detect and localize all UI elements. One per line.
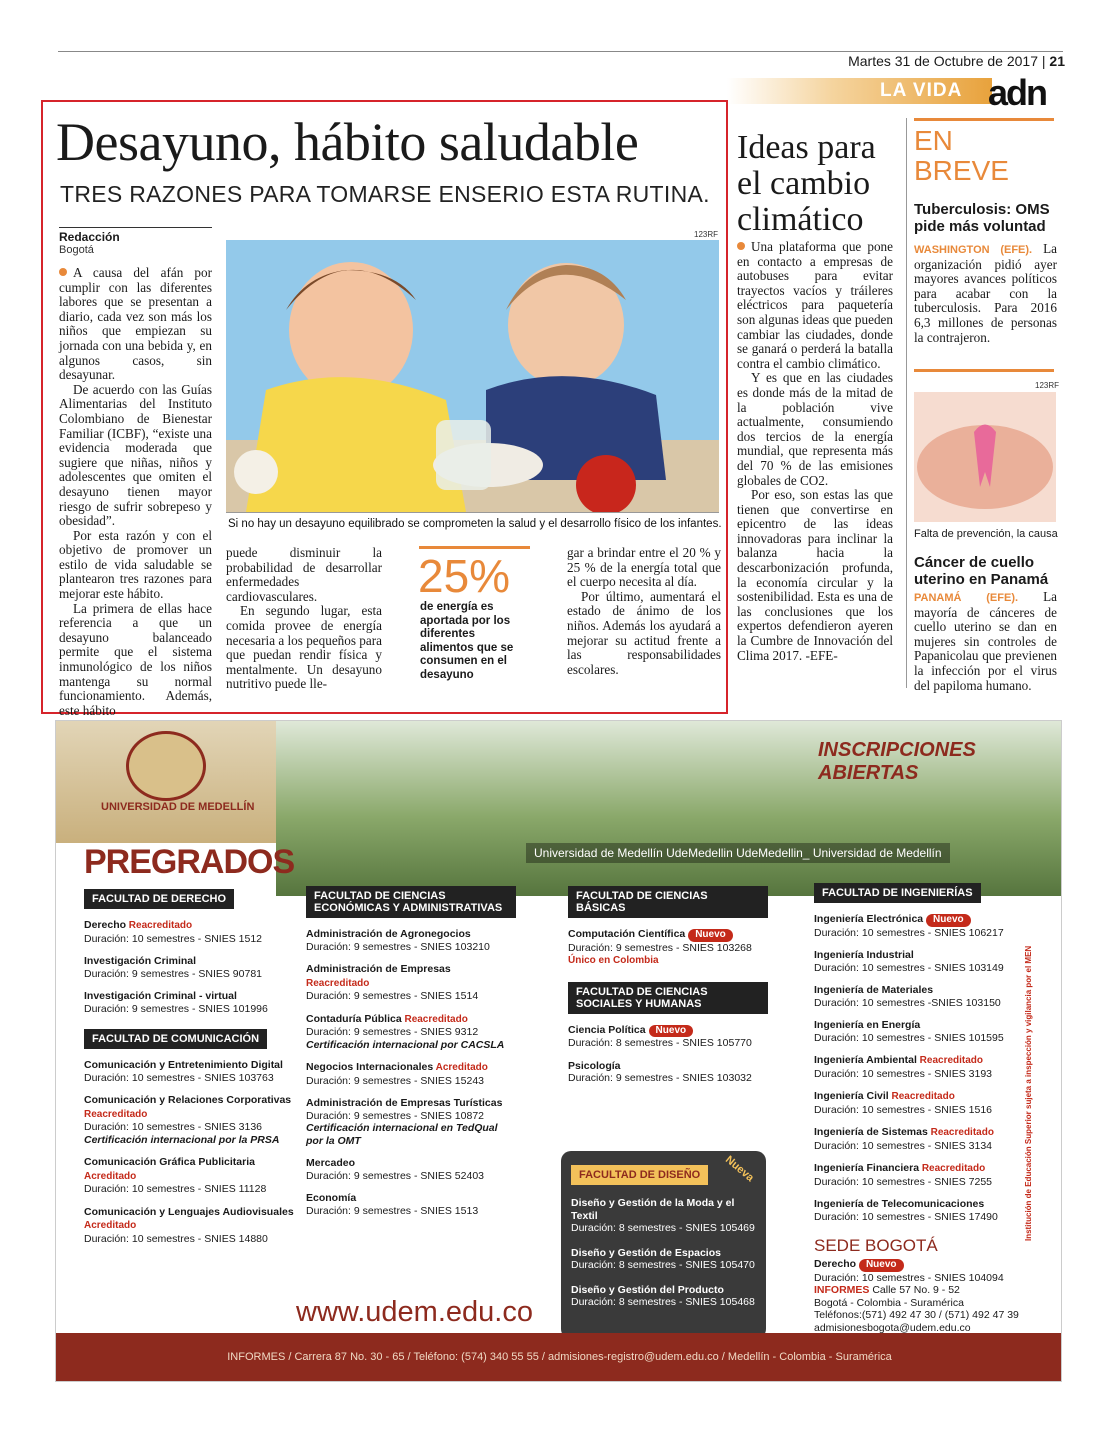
faculty-label: FACULTAD DE CIENCIAS BÁSICAS: [568, 886, 768, 918]
accreditation-badge: Acreditado: [84, 1220, 137, 1231]
program-duration: Duración: 8 semestres - SNIES 105468: [571, 1296, 755, 1308]
program-name: Administración de Empresas Turísticas: [306, 1097, 503, 1109]
children-breakfast-photo: [226, 240, 719, 512]
design-program-list: [571, 1197, 756, 1309]
program-name: Ingeniería de Telecomunicaciones: [814, 1198, 985, 1210]
photo-credit: 123RF: [694, 230, 719, 239]
program-item: [814, 1090, 1044, 1116]
program-name: Ingeniería de Materiales: [814, 984, 934, 996]
university-advertisement: [55, 720, 1062, 1382]
program-item: [814, 1162, 1044, 1188]
bullet-icon: [737, 242, 745, 250]
program-duration: Duración: 9 semestres - SNIES 101996: [84, 1002, 268, 1015]
accreditation-badge: Reacreditado: [126, 920, 193, 931]
program-name: Ingeniería Civil: [814, 1090, 889, 1102]
brief-title-tuberculosis: Tuberculosis: OMS pide más voluntad: [914, 201, 1050, 235]
faculty-label: FACULTAD DE COMUNICACIÓN: [84, 1029, 267, 1049]
article-column-3: gar a brindar entre el 20 % y 25 % de la energía total que el cuerpo necesita al día. Por último, aumentará el estado de ánimo de los niños. Además los ayudará a mejorar su actitud frente a las responsabilidades escolares.: [567, 545, 721, 677]
program-duration: Duración: 9 semestres - SNIES 103268: [568, 941, 752, 954]
climate-headline: Ideas para el cambio climático: [737, 129, 876, 238]
new-badge: Nuevo: [688, 929, 733, 942]
program-item: [84, 1156, 294, 1196]
program-item: [306, 1157, 516, 1182]
brief-photo-caption: Falta de prevención, la causa: [914, 528, 1058, 540]
program-name: Ingeniería en Energía: [814, 1019, 921, 1031]
program-duration: Duración: 9 semestres - SNIES 103032: [568, 1072, 752, 1084]
program-item: [814, 1198, 1044, 1223]
program-name: Comunicación y Relaciones Corporativas: [84, 1094, 292, 1106]
dateline: Martes 31 de Octubre de 2017 | 21: [848, 53, 1065, 69]
faculty-label: FACULTAD DE INGENIERÍAS: [814, 883, 981, 903]
university-seal-icon: [126, 731, 206, 801]
program-duration: Duración: 9 semestres - SNIES 103210: [306, 940, 490, 953]
bogota-campus: SEDE BOGOTÁ Derecho Nuevo Duración: 10 semestres - SNIES 104094 INFORMES Calle 57 No. 9 - 52 Bogotá - Colombia - Suramérica Teléfonos:(571) 492 47 30 / (571) 492 47 39 admisionesbogota@udem.edu.co: [814, 1236, 1044, 1334]
website-link[interactable]: www.udem.edu.co: [296, 1296, 533, 1328]
bogota-program: Derecho: [814, 1258, 857, 1270]
article-column-2: puede disminuir la probabilidad de desarrollar enfermedades cardiovasculares. En segundo lugar, esta comida provee de energía necesaria a los pequeños para que puedan rendir física y mentalmente. Un desayuno nutritivo puede lle-: [226, 545, 382, 692]
accreditation-badge: Reacreditado: [927, 1127, 994, 1138]
program-duration: Duración: 10 semestres - SNIES 3136: [84, 1121, 262, 1133]
program-duration: Duración: 9 semestres - SNIES 52403: [306, 1169, 484, 1182]
program-name: Diseño y Gestión de Espacios: [571, 1246, 721, 1259]
vertical-note: Institución de Educación Superior sujeta a inspección y vigilancia por el MEN: [1024, 945, 1033, 1241]
ad-column-3: [568, 886, 768, 1085]
program-item: [568, 928, 768, 968]
program-duration: Duración: 10 semestres - SNIES 103149: [814, 961, 1004, 974]
accreditation-badge: Reacreditado: [888, 1091, 955, 1102]
program-item: [84, 1094, 294, 1146]
university-name: UNIVERSIDAD DE MEDELLÍN: [101, 801, 255, 813]
faculty-label: FACULTAD DE DERECHO: [84, 889, 234, 909]
brief-rule-2: [914, 369, 1054, 372]
design-faculty-label: FACULTAD DE DISEÑO: [571, 1165, 708, 1185]
brief-title-cancer: Cáncer de cuello uterino en Panamá: [914, 554, 1049, 588]
program-name: Negocios Internacionales: [306, 1061, 434, 1073]
new-badge: Nuevo: [926, 914, 971, 927]
program-name: Comunicación y Lenguajes Audiovisuales: [84, 1205, 294, 1218]
program-name: Administración de Empresas: [306, 963, 451, 975]
accreditation-badge: Reacreditado: [919, 1163, 986, 1174]
program-duration: Duración: 10 semestres - SNIES 103763: [84, 1071, 274, 1084]
place: Bogotá: [59, 244, 94, 256]
program-duration: Duración: 9 semestres - SNIES 9312: [306, 1026, 479, 1038]
section-label: LA VIDA: [880, 80, 963, 101]
headline: Desayuno, hábito saludable: [56, 112, 639, 172]
program-name: Investigación Criminal - virtual: [84, 990, 237, 1002]
program-item: [814, 949, 1044, 974]
new-badge: Nuevo: [859, 1259, 904, 1272]
program-duration: Duración: 9 semestres - SNIES 15243: [306, 1074, 484, 1087]
subhead: TRES RAZONES PARA TOMARSE ENSERIO ESTA RUTINA.: [60, 181, 710, 207]
brief-rule: [914, 118, 1054, 121]
program-item: [84, 990, 294, 1015]
climate-article: Una plataforma que pone en contacto a empresas de autobuses para evitar trayectos vacíos y tráileres eléctricos para paquetería son algunas ideas que pueden cambiar las ciudades, donde se ganará o perderá la batalla contra el cambio climático. Y es que en las ciudades es donde más de la mitad de la población vive actualmente, consumiendo dos tercios de la energía mundial, que representa más del 70 % de las emisiones globales de CO2. Por eso, son estas las que tienen que convertirse en epicentro de las ideas innovadoras para inclinar la balanza hacia la descarbonización profunda, la economía circular y la sostenibilidad. Esta es una de las conclusiones que los expertos defendieron ayeren la Cumbre de Innovación del Clima 2017. -EFE-: [737, 239, 894, 663]
program-name: Mercadeo: [306, 1157, 356, 1169]
new-badge: Nuevo: [649, 1025, 694, 1038]
accreditation-badge: Reacreditado: [401, 1013, 468, 1025]
design-program-item: [571, 1284, 756, 1309]
faculty-label: FACULTAD DE CIENCIAS SOCIALES Y HUMANAS: [568, 982, 768, 1014]
brief-photo-credit: 123RF: [1035, 381, 1060, 390]
program-item: [306, 1192, 516, 1217]
bogota-email[interactable]: admisionesbogota@udem.edu.co: [814, 1321, 971, 1334]
program-item: [84, 955, 294, 980]
program-duration: Duración: 8 semestres - SNIES 105770: [568, 1037, 752, 1049]
certification-note: Certificación internacional por la PRSA: [84, 1133, 280, 1146]
brief-text-tuberculosis: WASHINGTON (EFE). La organización pidió ayer mayores avances políticos para acabar con la tuberculosis. Para 2016 6,3 millones de personas la contrajeron.: [914, 241, 1057, 345]
program-item: [84, 919, 294, 945]
program-name: Diseño y Gestión del Producto: [571, 1283, 724, 1296]
program-note: Único en Colombia: [568, 955, 659, 966]
brief-kicker: WASHINGTON (EFE).: [914, 244, 1033, 256]
program-item: [814, 1054, 1044, 1080]
certification-note: Certificación internacional por CACSLA: [306, 1038, 505, 1051]
program-item: [568, 1060, 768, 1085]
accreditation-badge: Reacreditado: [306, 977, 370, 989]
design-faculty-box: [561, 1151, 766, 1339]
brief-text-cancer: PANAMÁ (EFE). La mayoría de cánceres de cuello uterino se dan en mujeres sin controles de Papanicolau que previenen la infección por el virus del papiloma humano.: [914, 589, 1058, 693]
inscriptions-banner: INSCRIPCIONES ABIERTAS: [818, 739, 976, 784]
program-name: Ingeniería Industrial: [814, 949, 914, 961]
certification-note: Certificación internacional en TedQual por la OMT: [306, 1122, 498, 1147]
ad-column-1: [84, 889, 294, 1245]
program-duration: Duración: 10 semestres - SNIES 11128: [84, 1183, 267, 1195]
article-column-1: A causa del afán por cumplir con las diferentes labores que se presentan a diario, cada vez son más los niños que empiezan su jornada con una bebida y, en algunos casos, sin desayunar. De acuerdo con las Guías Alimentarias del Instituto Colombiano de Bienestar Familiar (ICBF), “existe una evidencia moderada que sugiere que niñas, niños y adolescentes que omiten el desayuno tienen mayor riesgo de sufrir sobrepeso y obesidad”. Por esta razón y con el objetivo de promover un estilo de vida saludable se plantearon tres razones para mejorar este hábito. La primera de ellas hace referencia a que un desayuno balanceado permite que el sistema inmunológico de los niños mantenga su normal funcionamiento. Además, este hábito: [59, 265, 212, 718]
caption-rule: [226, 512, 719, 513]
program-name: Ingeniería Ambiental: [814, 1054, 917, 1066]
program-duration: Duración: 9 semestres - SNIES 1513: [306, 1204, 479, 1217]
program-duration: Duración: 9 semestres - SNIES 1514: [306, 990, 479, 1002]
ad-footer: INFORMES / Carrera 87 No. 30 - 65 / Teléfono: (574) 340 55 55 / admisiones-registro@udem.edu.co / Medellín - Colombia - Suramérica: [56, 1333, 1062, 1382]
program-item: [84, 1059, 294, 1084]
design-new-tag: Nueva: [722, 1153, 756, 1185]
program-duration: Duración: 10 semestres - SNIES 3134: [814, 1139, 992, 1152]
accreditation-badge: Reacreditado: [84, 1108, 148, 1120]
program-duration: Duración: 10 semestres - SNIES 1512: [84, 932, 262, 945]
design-program-item: [571, 1247, 756, 1272]
adn-logo: adn: [988, 72, 1047, 113]
program-item: [84, 1206, 294, 1246]
accreditation-badge: Acreditado: [84, 1170, 137, 1182]
program-name: Ingeniería Electrónica: [814, 913, 924, 925]
program-name: Diseño y Gestión de la Moda y el Textil: [571, 1197, 735, 1222]
program-name: Derecho: [84, 919, 127, 931]
program-duration: Duración: 10 semestres - SNIES 3193: [814, 1067, 992, 1080]
program-duration: Duración: 10 semestres - SNIES 14880: [84, 1232, 268, 1245]
photo-caption: Si no hay un desayuno equilibrado se comprometen la salud y el desarrollo físico de los infantes.: [228, 518, 722, 530]
pull-quote-number: 25%: [418, 550, 511, 602]
program-item: [306, 1061, 516, 1087]
program-duration: Duración: 10 semestres -SNIES 103150: [814, 996, 1001, 1009]
faculty-label: FACULTAD DE CIENCIAS ECONÓMICAS Y ADMINISTRATIVAS: [306, 886, 516, 918]
program-duration: Duración: 8 semestres - SNIES 105469: [571, 1222, 755, 1234]
program-item: [814, 913, 1044, 939]
bogota-title: SEDE BOGOTÁ: [814, 1236, 938, 1255]
program-name: Investigación Criminal: [84, 955, 197, 967]
program-item: [306, 963, 516, 1003]
program-duration: Duración: 10 semestres - SNIES 1516: [814, 1103, 992, 1116]
program-duration: Duración: 8 semestres - SNIES 105470: [571, 1259, 755, 1271]
program-duration: Duración: 10 semestres - SNIES 106217: [814, 926, 1004, 939]
program-item: [306, 1013, 516, 1052]
page-number: 21: [1049, 53, 1065, 69]
program-name: Computación Científica: [568, 928, 686, 940]
accreditation-badge: Acreditado: [433, 1062, 488, 1073]
program-duration: Duración: 9 semestres - SNIES 90781: [84, 967, 262, 980]
pink-ribbon-hands-photo: [914, 392, 1056, 522]
pregrados-title: PREGRADOS: [84, 843, 295, 881]
date: Martes 31 de Octubre de 2017: [848, 53, 1038, 69]
program-duration: Duración: 10 semestres - SNIES 17490: [814, 1210, 998, 1223]
program-name: Ingeniería Financiera: [814, 1162, 920, 1174]
top-rule: [58, 51, 1063, 52]
program-item: [306, 1097, 516, 1147]
program-name: Ciencia Política: [568, 1023, 646, 1036]
bullet-icon: [59, 268, 67, 276]
pull-quote-text: de energía es aportada por los diferentes alimentos que se consumen en el desayuno: [420, 601, 514, 681]
design-program-item: [571, 1197, 756, 1235]
program-item: [814, 1126, 1044, 1152]
author: Redacción: [59, 230, 120, 244]
program-item: [568, 1024, 768, 1050]
ad-column-2: [306, 886, 516, 1217]
program-name: Comunicación y Entretenimiento Digital: [84, 1059, 283, 1071]
program-item: [814, 1019, 1044, 1044]
program-name: Administración de Agronegocios: [306, 928, 471, 940]
brief-kicker: PANAMÁ (EFE).: [914, 592, 1019, 604]
program-duration: Duración: 10 semestres - SNIES 7255: [814, 1175, 992, 1188]
accreditation-badge: Reacreditado: [916, 1055, 984, 1066]
ad-column-4: [814, 883, 1044, 1223]
social-links[interactable]: Universidad de Medellín UdeMedellin UdeMedellin_ Universidad de Medellín: [526, 843, 950, 863]
program-name: Psicología: [568, 1059, 621, 1072]
pull-quote-rule: [419, 546, 530, 549]
brief-label: EN BREVE: [914, 125, 1009, 186]
author-rule: [59, 227, 212, 228]
column-divider: [906, 118, 907, 688]
program-item: [306, 928, 516, 953]
program-name: Economía: [306, 1192, 357, 1204]
program-duration: Duración: 9 semestres - SNIES 10872: [306, 1109, 484, 1122]
program-name: Contaduría Pública: [306, 1012, 402, 1025]
program-name: Ingeniería de Sistemas: [814, 1126, 928, 1138]
program-duration: Duración: 10 semestres - SNIES 101595: [814, 1031, 1004, 1044]
program-item: [814, 984, 1044, 1009]
program-name: Comunicación Gráfica Publicitaria: [84, 1156, 255, 1168]
